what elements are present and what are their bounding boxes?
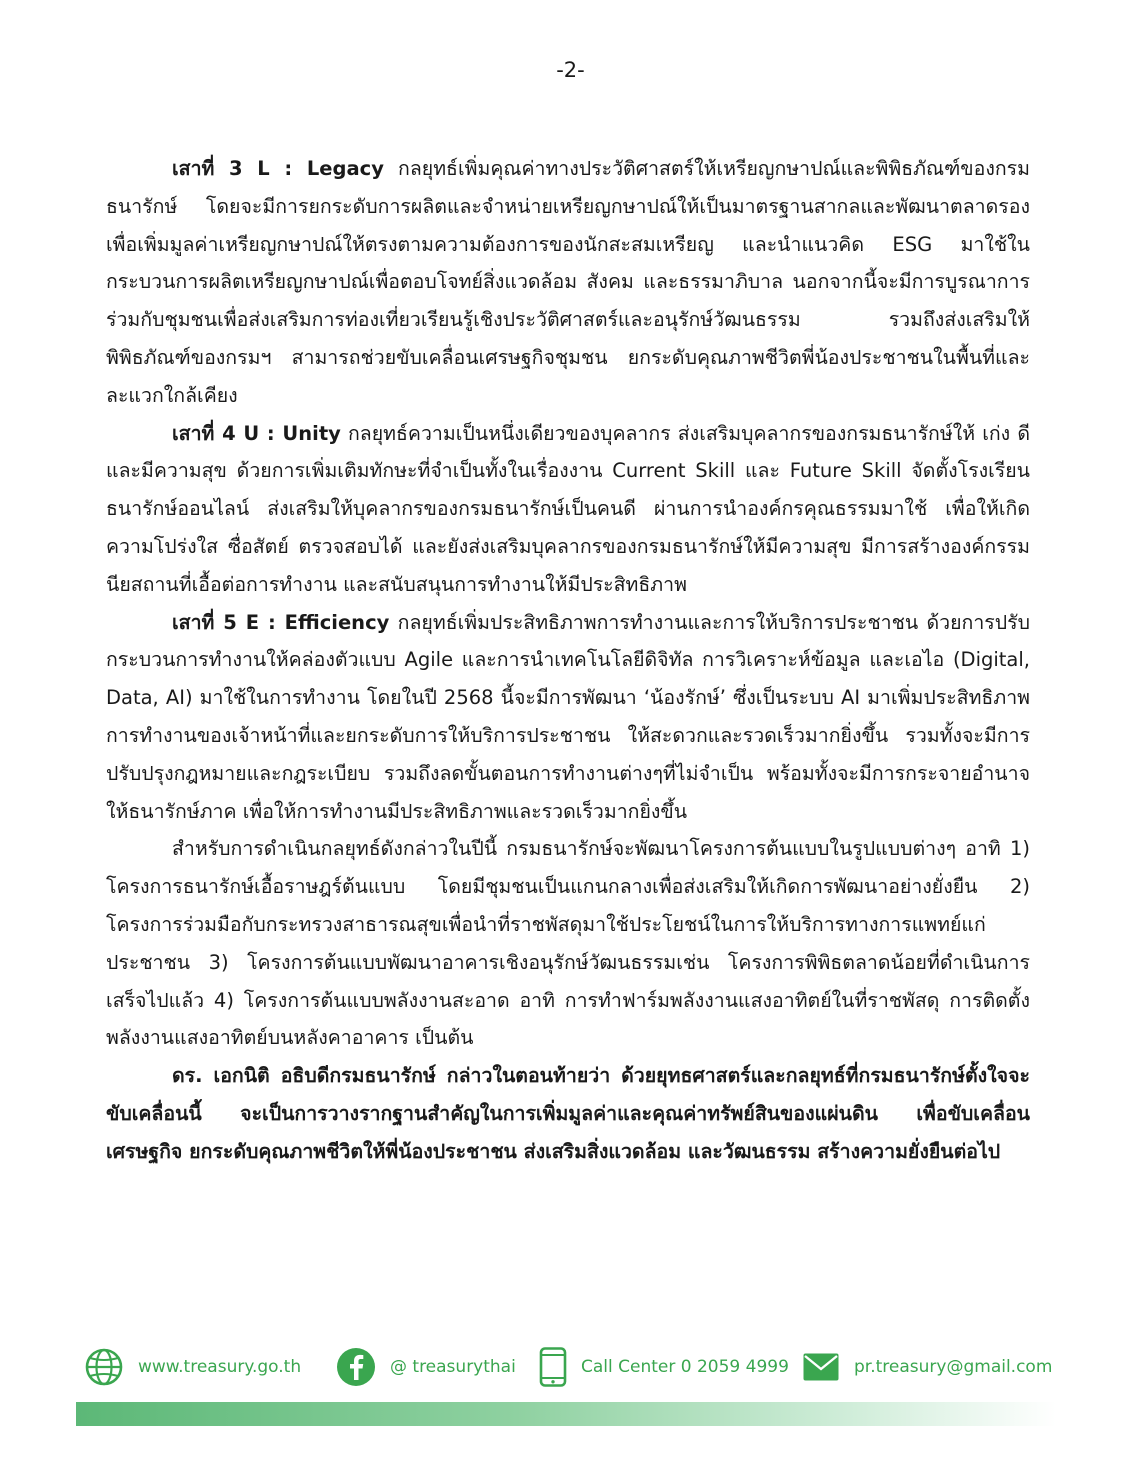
pillar-5-text: กลยุทธ์เพิ่มประสิทธิภาพการทำงานและการให้บริการประชาชน ด้วยการปรับกระบวนการทำงานให้คล่องตัวแบบ Agile และการนำเทคโนโลยีดิจิทัล การวิเคราะห์ข้อมูล และเอไอ (Digital, Data, AI) มาใช้ในการทำงาน โดยในปี 2568 นี้จะมีการพัฒนา ‘น้องรักษ์’ ซึ่งเป็นระบบ AI มาเพิ่มประสิทธิภาพการทำงานของเจ้าหน้าที่และยกระดับการให้บริการประชาชน ให้สะดวกและรวดเร็วมากยิ่งขึ้น รวมทั้งจะมีการปรับปรุงกฎหมายและกฎระเบียบ รวมถึงลดขั้นตอนการทำงานต่างๆที่ไม่จำเป็น พร้อมทั้งจะมีการกระจายอำนาจให้ธนารักษ์ภาค เพื่อให้การทำงานมีประสิทธิภาพและรวดเร็วมากยิ่งขึ้น — [106, 610, 1030, 823]
pillar-3-heading: เสาที่ 3 L : Legacy — [172, 157, 384, 180]
facebook-icon — [336, 1347, 376, 1387]
pillar-4-heading: เสาที่ 4 U : Unity — [172, 421, 341, 445]
paragraph-legacy — [106, 150, 1030, 415]
pillar-3-text: กลยุทธ์เพิ่มคุณค่าทางประวัติศาสตร์ให้เหรียญกษาปณ์และพิพิธภัณฑ์ของกรมธนารักษ์ โดยจะมีการยกระดับการผลิตและจำหน่ายเหรียญกษาปณ์ให้เป็นมาตรฐานสากลและพัฒนาตลาดรองเพื่อเพิ่มมูลค่าเหรียญกษาปณ์ให้ตรงตามความต้องการของนักสะสมเหรียญ และนำแนวคิด ESG มาใช้ในกระบวนการผลิตเหรียญกษาปณ์เพื่อตอบโจทย์สิ่งแวดล้อม สังคม และธรรมาภิบาล นอกจากนี้จะมีการบูรณาการร่วมกับชุมชนเพื่อส่งเสริมการท่องเที่ยวเรียนรู้เชิงประวัติศาสตร์และอนุรักษ์วัฒนธรรม รวมถึงส่งเสริมให้พิพิธภัณฑ์ของกรมฯ สามารถช่วยขับเคลื่อนเศรษฐกิจชุมชน ยกระดับคุณภาพชีวิตพี่น้องประชาชนในพื้นที่และละแวกใกล้เคียง — [106, 157, 1030, 407]
paragraph-efficiency — [106, 604, 1030, 831]
website-link[interactable]: www.treasury.go.th — [138, 1357, 302, 1377]
projects-text: สำหรับการดำเนินกลยุทธ์ดังกล่าวในปีนี้ กรมธนารักษ์จะพัฒนาโครงการต้นแบบในรูปแบบต่างๆ อาทิ 1) โครงการธนารักษ์เอื้อราษฎร์ต้นแบบ โดยมีชุมชนเป็นแกนกลางเพื่อส่งเสริมให้เกิดการพัฒนาอย่างยั่งยืน 2) โครงการร่วมมือกับกระทรวงสาธารณสุขเพื่อนำที่ราชพัสดุมาใช้ประโยชน์ในการให้บริการทางการแพทย์แก่ประชาชน 3) โครงการต้นแบบพัฒนาอาคารเชิงอนุรักษ์วัฒนธรรมเช่น โครงการพิพิธตลาดน้อยที่ดำเนินการเสร็จไปแล้ว 4) โครงการต้นแบบพลังงานสะอาด อาทิ การทำฟาร์มพลังงานแสงอาทิตย์ในที่ราชพัสดุ การติดตั้งพลังงานแสงอาทิตย์บนหลังคาอาคาร เป็นต้น — [106, 837, 1030, 1050]
footer-phone[interactable] — [539, 1347, 789, 1387]
paragraph-closing: ดร. เอกนิติ อธิบดีกรมธนารักษ์ กล่าวในตอนท้ายว่า ด้วยยุทธศาสตร์และกลยุทธ์ที่กรมธนารักษ์ตั้งใจจะขับเคลื่อนนี้ จะเป็นการวางรากฐานสำคัญในการเพิ่มมูลค่าและคุณค่าทรัพย์สินของแผ่นดิน เพื่อขับเคลื่อนเศรษฐกิจ ยกระดับคุณภาพชีวิตให้พี่น้องประชาชน ส่งเสริมสิ่งแวดล้อม และวัฒนธรรม สร้างความยั่งยืนต่อไป — [106, 1064, 1030, 1163]
paragraph-projects — [106, 830, 1030, 1057]
footer-facebook[interactable] — [336, 1347, 516, 1387]
footer-website[interactable] — [84, 1347, 301, 1387]
email-address[interactable]: pr.treasury@gmail.com — [854, 1357, 1053, 1377]
mail-icon — [802, 1352, 840, 1382]
footer-gradient-bar — [76, 1402, 1056, 1426]
footer-contact-bar — [84, 1347, 1064, 1387]
footer-email[interactable] — [802, 1347, 1052, 1387]
pillar-5-heading: เสาที่ 5 E : Efficiency — [172, 610, 390, 634]
article-body — [106, 150, 1030, 1171]
page-number: -2- — [556, 58, 585, 82]
pillar-4-text: กลยุทธ์ความเป็นหนึ่งเดียวของบุคลากร ส่งเสริมบุคลากรของกรมธนารักษ์ให้ เก่ง ดี และมีความสุข ด้วยการเพิ่มเติมทักษะที่จำเป็นทั้งในเรื่องงาน Current Skill และ Future Skill จัดตั้งโรงเรียนธนารักษ์ออนไลน์ ส่งเสริมให้บุคลากรของกรมธนารักษ์เป็นคนดี ผ่านการนำองค์กรคุณธรรมมาใช้ เพื่อให้เกิดความโปร่งใส ซื่อสัตย์ ตรวจสอบได้ และยังส่งเสริมบุคลากรของกรมธนารักษ์ให้มีความสุข มีการสร้างองค์กรรมนียสถานที่เอื้อต่อการทำงาน และสนับสนุนการทำงานให้มีประสิทธิภาพ — [106, 421, 1030, 596]
globe-icon — [84, 1347, 124, 1387]
call-center-number[interactable]: Call Center 0 2059 4999 — [581, 1357, 789, 1377]
paragraph-unity — [106, 415, 1030, 604]
facebook-handle[interactable]: @ treasurythai — [390, 1357, 516, 1377]
phone-icon — [539, 1347, 567, 1387]
